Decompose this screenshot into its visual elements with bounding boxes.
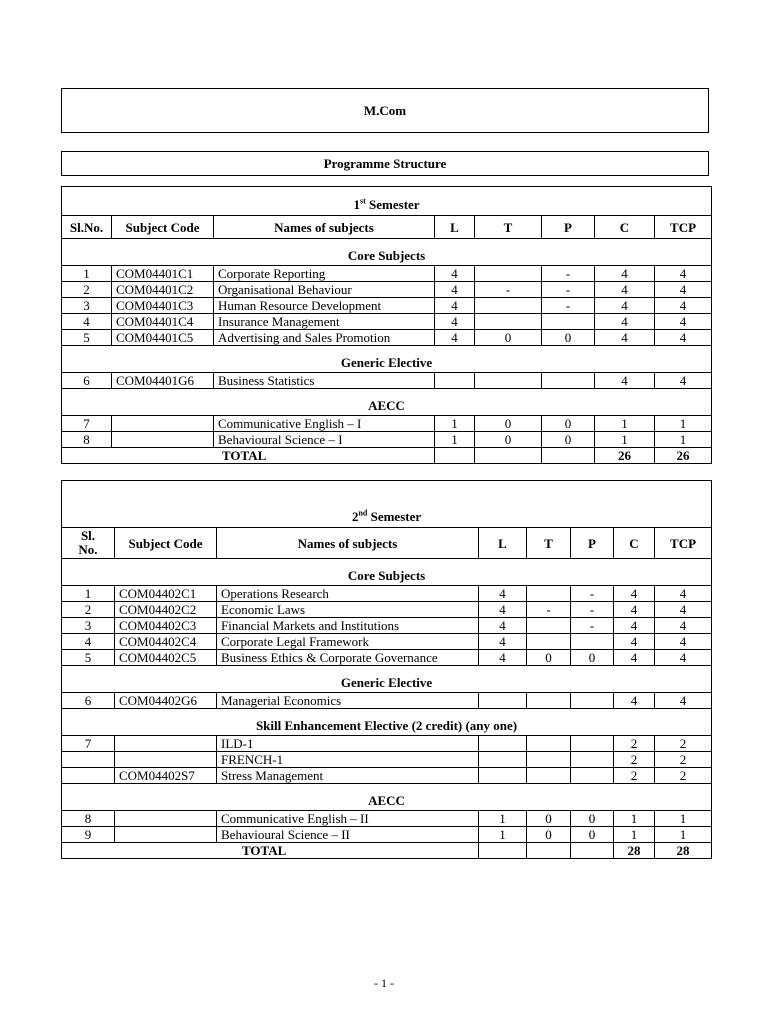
table-row: [62, 330, 712, 346]
cell-l: [479, 736, 527, 752]
cell-subject-name: Behavioural Science – II: [217, 827, 479, 843]
cell-subject-code: [115, 827, 217, 843]
cell-tcp: 2: [655, 752, 712, 768]
programme-structure-heading: Programme Structure: [61, 151, 709, 176]
cell-c: 4: [595, 266, 655, 282]
cell-subject-code: COM04402G6: [115, 693, 217, 709]
sem1-core-rows: [62, 266, 712, 346]
header-subject-code: Subject Code: [112, 216, 214, 239]
cell-subject-name: Managerial Economics: [217, 693, 479, 709]
cell-l: [479, 693, 527, 709]
cell-subject-code: COM04401C3: [112, 298, 214, 314]
cell-p: 0: [571, 650, 614, 666]
header-p: P: [542, 216, 595, 239]
sem2-aecc-title: AECC: [62, 784, 712, 811]
cell-subject-name: Advertising and Sales Promotion: [214, 330, 435, 346]
table-row: [62, 298, 712, 314]
page-number: - 1 -: [374, 976, 394, 990]
cell-t: [527, 618, 571, 634]
sem1-aecc-rows: [62, 416, 712, 448]
cell-subject-code: COM04402C4: [115, 634, 217, 650]
table-row: [62, 282, 712, 298]
cell-c: 2: [614, 752, 655, 768]
sem1-total-c: 26: [595, 448, 655, 464]
cell-l: 4: [435, 330, 475, 346]
cell-tcp: 4: [655, 634, 712, 650]
cell-p: -: [571, 586, 614, 602]
header-l: L: [479, 528, 527, 559]
cell-t: [527, 634, 571, 650]
cell-subject-name: Business Statistics: [214, 373, 435, 389]
cell-p: [571, 768, 614, 784]
cell-p: -: [571, 618, 614, 634]
sem2-total-tcp: 28: [655, 843, 712, 859]
cell-p: -: [542, 266, 595, 282]
cell-subject-code: COM04401C1: [112, 266, 214, 282]
cell-subject-name: Behavioural Science – I: [214, 432, 435, 448]
cell-c: 4: [595, 298, 655, 314]
cell-c: 1: [595, 416, 655, 432]
cell-slno: 7: [62, 416, 112, 432]
cell-c: 4: [595, 373, 655, 389]
cell-tcp: 4: [655, 693, 712, 709]
cell-tcp: 4: [655, 314, 712, 330]
table-row: [62, 811, 712, 827]
cell-tcp: 4: [655, 650, 712, 666]
cell-slno: 3: [62, 618, 115, 634]
header-tcp: TCP: [655, 216, 712, 239]
semester-1-heading: 1st Semester: [62, 187, 712, 216]
cell-p: [571, 752, 614, 768]
cell-subject-code: [115, 736, 217, 752]
cell-c: 1: [595, 432, 655, 448]
cell-subject-name: Insurance Management: [214, 314, 435, 330]
cell-p: 0: [571, 811, 614, 827]
cell-t: [475, 298, 542, 314]
cell-tcp: 4: [655, 266, 712, 282]
cell-tcp: 1: [655, 432, 712, 448]
cell-t: 0: [475, 432, 542, 448]
cell-c: 4: [595, 330, 655, 346]
cell-subject-name: Operations Research: [217, 586, 479, 602]
cell-slno: 1: [62, 266, 112, 282]
cell-subject-name: Communicative English – I: [214, 416, 435, 432]
cell-slno: 7: [62, 736, 115, 752]
semester-2-table: [61, 480, 712, 859]
cell-c: 4: [614, 634, 655, 650]
cell-subject-code: COM04402C5: [115, 650, 217, 666]
cell-t: [475, 373, 542, 389]
cell-t: [475, 314, 542, 330]
cell-t: -: [527, 602, 571, 618]
cell-l: 1: [479, 827, 527, 843]
cell-subject-name: ILD-1: [217, 736, 479, 752]
cell-subject-code: COM04401G6: [112, 373, 214, 389]
cell-slno: 5: [62, 330, 112, 346]
cell-l: [435, 373, 475, 389]
cell-l: 1: [479, 811, 527, 827]
table-row: [62, 618, 712, 634]
cell-slno: 6: [62, 373, 112, 389]
cell-subject-code: [112, 432, 214, 448]
cell-l: 4: [479, 602, 527, 618]
cell-slno: 4: [62, 314, 112, 330]
cell-tcp: 2: [655, 768, 712, 784]
cell-subject-name: Organisational Behaviour: [214, 282, 435, 298]
cell-p: -: [542, 282, 595, 298]
cell-subject-name: Human Resource Development: [214, 298, 435, 314]
header-slno: Sl.No.: [62, 216, 112, 239]
header-subject-code: Subject Code: [115, 528, 217, 559]
cell-c: 4: [614, 693, 655, 709]
header-p: P: [571, 528, 614, 559]
table-row: [62, 373, 712, 389]
sem1-ge-title: Generic Elective: [62, 346, 712, 373]
cell-p: 0: [542, 416, 595, 432]
cell-c: 4: [595, 314, 655, 330]
cell-t: 0: [475, 330, 542, 346]
header-c: C: [614, 528, 655, 559]
cell-tcp: 4: [655, 602, 712, 618]
cell-slno: 2: [62, 602, 115, 618]
cell-subject-name: Business Ethics & Corporate Governance: [217, 650, 479, 666]
cell-c: 4: [614, 586, 655, 602]
header-names: Names of subjects: [217, 528, 479, 559]
cell-slno: [62, 768, 115, 784]
cell-subject-name: Corporate Reporting: [214, 266, 435, 282]
table-row: [62, 432, 712, 448]
cell-p: 0: [542, 432, 595, 448]
cell-t: 0: [527, 811, 571, 827]
table-row: [62, 650, 712, 666]
cell-l: 4: [479, 586, 527, 602]
cell-t: 0: [527, 650, 571, 666]
semester-2-heading: 2nd Semester: [62, 481, 712, 528]
sem2-ge-title: Generic Elective: [62, 666, 712, 693]
cell-slno: 3: [62, 298, 112, 314]
cell-t: 0: [475, 416, 542, 432]
cell-l: [479, 768, 527, 784]
cell-l: 4: [479, 634, 527, 650]
document-title: M.Com: [61, 88, 709, 133]
sem2-total-row: [62, 843, 712, 859]
sem2-core-title: Core Subjects: [62, 559, 712, 586]
cell-subject-name: Financial Markets and Institutions: [217, 618, 479, 634]
cell-subject-code: [115, 752, 217, 768]
semester-1-table: [61, 186, 712, 464]
cell-l: 4: [479, 618, 527, 634]
sem1-core-title: Core Subjects: [62, 239, 712, 266]
sem2-see-rows: [62, 736, 712, 784]
cell-subject-code: COM04401C2: [112, 282, 214, 298]
cell-t: [527, 752, 571, 768]
cell-tcp: 4: [655, 282, 712, 298]
cell-c: 2: [614, 736, 655, 752]
cell-p: [571, 693, 614, 709]
header-t: T: [527, 528, 571, 559]
cell-l: 4: [435, 266, 475, 282]
cell-l: 1: [435, 432, 475, 448]
cell-subject-code: COM04402C3: [115, 618, 217, 634]
cell-subject-name: Stress Management: [217, 768, 479, 784]
table-row: [62, 602, 712, 618]
cell-p: [542, 314, 595, 330]
cell-subject-name: Corporate Legal Framework: [217, 634, 479, 650]
cell-tcp: 1: [655, 827, 712, 843]
cell-c: 2: [614, 768, 655, 784]
cell-slno: 6: [62, 693, 115, 709]
semester-1-header-row: [62, 216, 712, 239]
cell-t: 0: [527, 827, 571, 843]
table-row: [62, 266, 712, 282]
table-row: [62, 768, 712, 784]
cell-subject-code: COM04402S7: [115, 768, 217, 784]
cell-tcp: 4: [655, 373, 712, 389]
cell-l: 4: [435, 298, 475, 314]
cell-slno: 4: [62, 634, 115, 650]
sem2-total-c: 28: [614, 843, 655, 859]
cell-tcp: 1: [655, 811, 712, 827]
cell-p: -: [571, 602, 614, 618]
cell-l: [479, 752, 527, 768]
table-row: [62, 586, 712, 602]
table-row: [62, 416, 712, 432]
cell-tcp: 4: [655, 298, 712, 314]
cell-subject-code: COM04402C1: [115, 586, 217, 602]
cell-l: 1: [435, 416, 475, 432]
semester-2-header-row: [62, 528, 712, 559]
cell-c: 1: [614, 811, 655, 827]
sem2-aecc-rows: [62, 811, 712, 843]
table-row: [62, 736, 712, 752]
header-tcp: TCP: [655, 528, 712, 559]
cell-p: [571, 736, 614, 752]
cell-tcp: 4: [655, 618, 712, 634]
table-row: [62, 827, 712, 843]
cell-c: 4: [614, 650, 655, 666]
cell-c: 1: [614, 827, 655, 843]
cell-l: 4: [435, 282, 475, 298]
cell-t: [475, 266, 542, 282]
table-row: [62, 752, 712, 768]
cell-t: [527, 768, 571, 784]
cell-tcp: 4: [655, 330, 712, 346]
cell-tcp: 1: [655, 416, 712, 432]
cell-t: -: [475, 282, 542, 298]
table-row: [62, 693, 712, 709]
sem2-see-title: Skill Enhancement Elective (2 credit) (any one): [62, 709, 712, 736]
cell-subject-code: [112, 416, 214, 432]
cell-p: [542, 373, 595, 389]
cell-p: -: [542, 298, 595, 314]
cell-slno: 9: [62, 827, 115, 843]
header-names: Names of subjects: [214, 216, 435, 239]
cell-slno: [62, 752, 115, 768]
cell-t: [527, 693, 571, 709]
sem1-aecc-title: AECC: [62, 389, 712, 416]
header-t: T: [475, 216, 542, 239]
sem2-ge-rows: [62, 693, 712, 709]
header-slno: Sl. No.: [62, 528, 115, 559]
sem1-total-row: [62, 448, 712, 464]
cell-c: 4: [595, 282, 655, 298]
table-row: [62, 634, 712, 650]
sem2-core-rows: [62, 586, 712, 666]
cell-subject-code: COM04402C2: [115, 602, 217, 618]
header-l: L: [435, 216, 475, 239]
cell-t: [527, 736, 571, 752]
cell-c: 4: [614, 602, 655, 618]
sem1-total-tcp: 26: [655, 448, 712, 464]
cell-slno: 5: [62, 650, 115, 666]
cell-subject-code: COM04401C4: [112, 314, 214, 330]
cell-subject-name: Economic Laws: [217, 602, 479, 618]
header-c: C: [595, 216, 655, 239]
cell-p: [571, 634, 614, 650]
cell-t: [527, 586, 571, 602]
cell-p: 0: [542, 330, 595, 346]
cell-subject-code: COM04401C5: [112, 330, 214, 346]
cell-tcp: 2: [655, 736, 712, 752]
cell-slno: 8: [62, 811, 115, 827]
cell-subject-code: [115, 811, 217, 827]
cell-subject-name: Communicative English – II: [217, 811, 479, 827]
cell-l: 4: [479, 650, 527, 666]
sem1-ge-rows: [62, 373, 712, 389]
cell-p: 0: [571, 827, 614, 843]
cell-l: 4: [435, 314, 475, 330]
sem1-total-label: TOTAL: [62, 448, 435, 464]
table-row: [62, 314, 712, 330]
cell-c: 4: [614, 618, 655, 634]
sem2-total-label: TOTAL: [62, 843, 479, 859]
cell-tcp: 4: [655, 586, 712, 602]
cell-slno: 8: [62, 432, 112, 448]
cell-slno: 1: [62, 586, 115, 602]
cell-subject-name: FRENCH-1: [217, 752, 479, 768]
cell-slno: 2: [62, 282, 112, 298]
